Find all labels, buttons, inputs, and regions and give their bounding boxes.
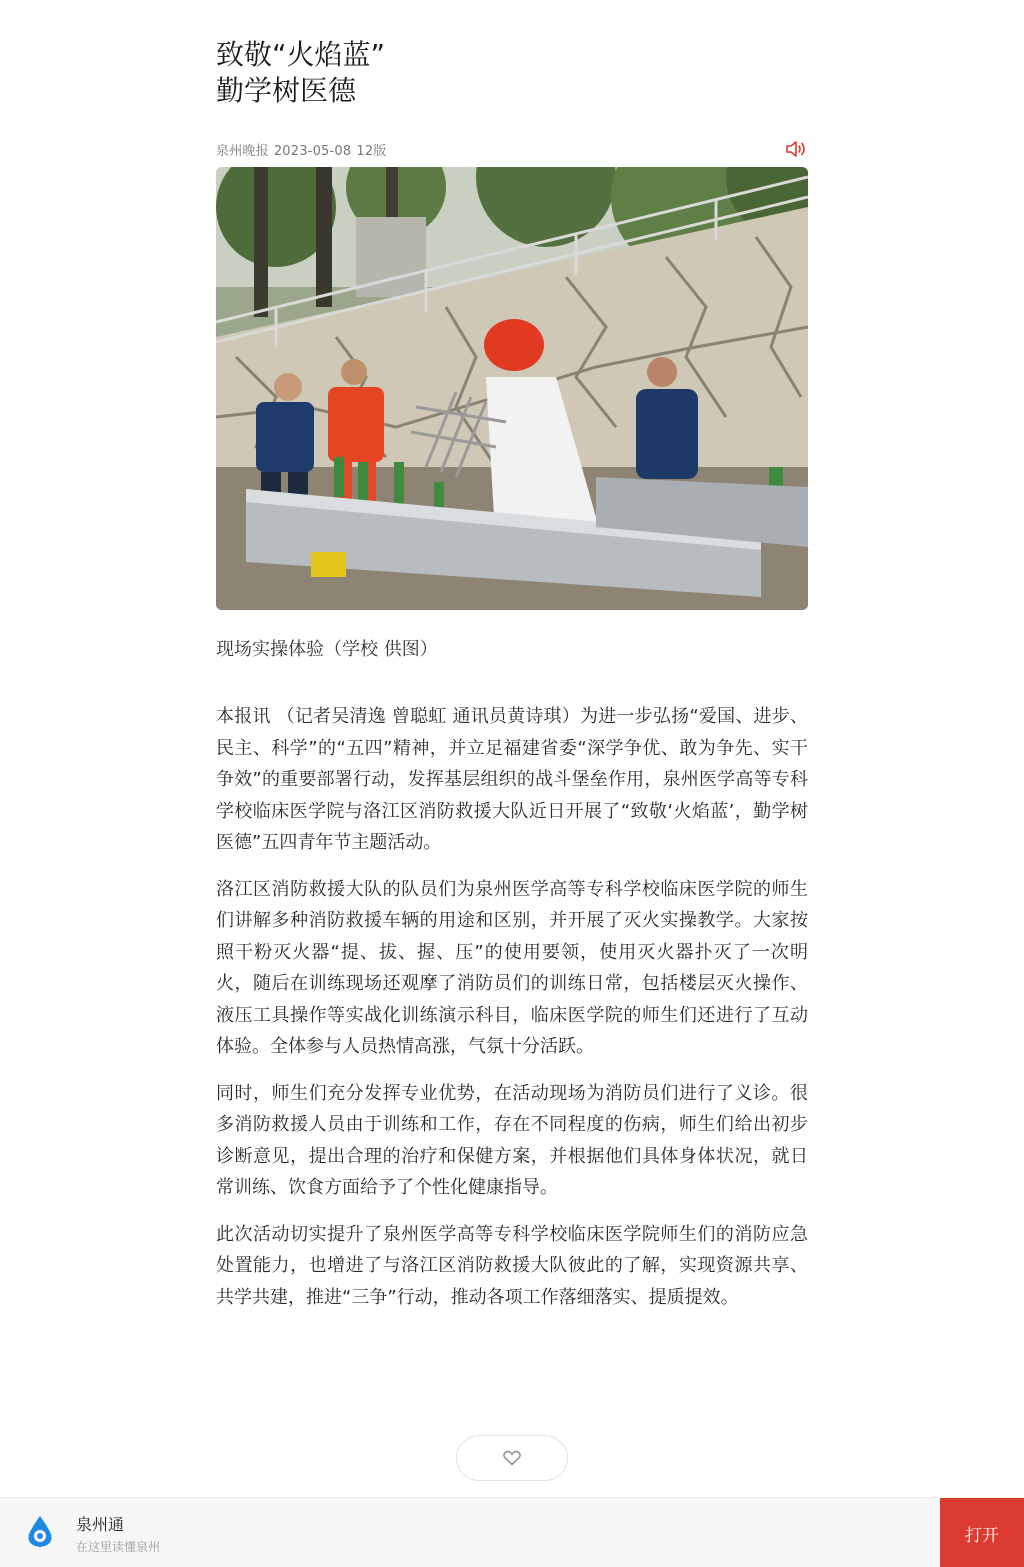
edition-label: 12版 [356,143,387,159]
heart-icon [503,1450,521,1466]
article-body [216,701,808,1313]
paragraph: 洛江区消防救援大队的队员们为泉州医学高等专科学校临床医学院的师生们讲解多种消防救援车辆的用途和区别，并开展了灭火实操教学。大家按照干粉灭火器“提、拔、握、压”的使用要领，使用灭火器扑灭了一次明火，随后在训练现场还观摩了消防员们的训练日常，包括楼层灭火操作、液压工具操作等实战化训练演示科目，临床医学院的师生们还进行了互动体验。全体参与人员热情高涨，气氛十分活跃。 [216,878,808,1057]
source-label: 泉州晚报 [216,143,269,159]
title-line-1: 致敬“火焰蓝” [216,38,386,71]
title-line-2: 勤学树医德 [216,74,357,107]
article-meta [216,140,392,159]
paragraph: 同时，师生们充分发挥专业优势，在活动现场为消防员们进行了义诊。很多消防救援人员由于训练和工作，存在不同程度的伤病，师生们给出初步诊断意见，提出合理的治疗和保健方案，并根据他们具体身体状况，就日常训练、饮食方面给予了个性化健康指导。 [216,1082,808,1198]
photo-caption: 现场实操体验（学校 供图） [216,639,438,660]
app-name: 泉州通 [76,1515,125,1534]
date-label: 2023-05-08 [273,143,352,159]
like-area [456,1435,568,1481]
app-logo-icon [26,1515,54,1549]
open-app-button[interactable]: 打开 [940,1498,1024,1567]
like-button[interactable] [456,1435,568,1481]
paragraph: 本报讯 （记者吴清逸 曾聪虹 通讯员黄诗琪）为进一步弘扬“爱国、进步、民主、科学”的“五四”精神，并立足福建省委“深学争优、敢为争先、实干争效”的重要部署行动，发挥基层组织的战斗堡垒作用，泉州医学高等专科学校临床医学院与洛江区消防救援大队近日开展了“致敬‘火焰蓝’，勤学树医德”五四青年节主题活动。 [216,706,808,853]
article-photo [216,167,808,610]
paragraph: 此次活动切实提升了泉州医学高等专科学校临床医学院师生们的消防应急处置能力，也增进了与洛江区消防救援大队彼此的了解，实现资源共享、共学共建，推进“三争”行动，推动各项工作落细落实、提质提效。 [216,1223,808,1308]
article [216,0,808,1328]
app-slogan: 在这里读懂泉州 [76,1540,161,1554]
app-download-bar [0,1497,1024,1567]
meta-row [216,137,808,161]
article-title [216,37,808,109]
speaker-icon[interactable] [784,138,808,160]
